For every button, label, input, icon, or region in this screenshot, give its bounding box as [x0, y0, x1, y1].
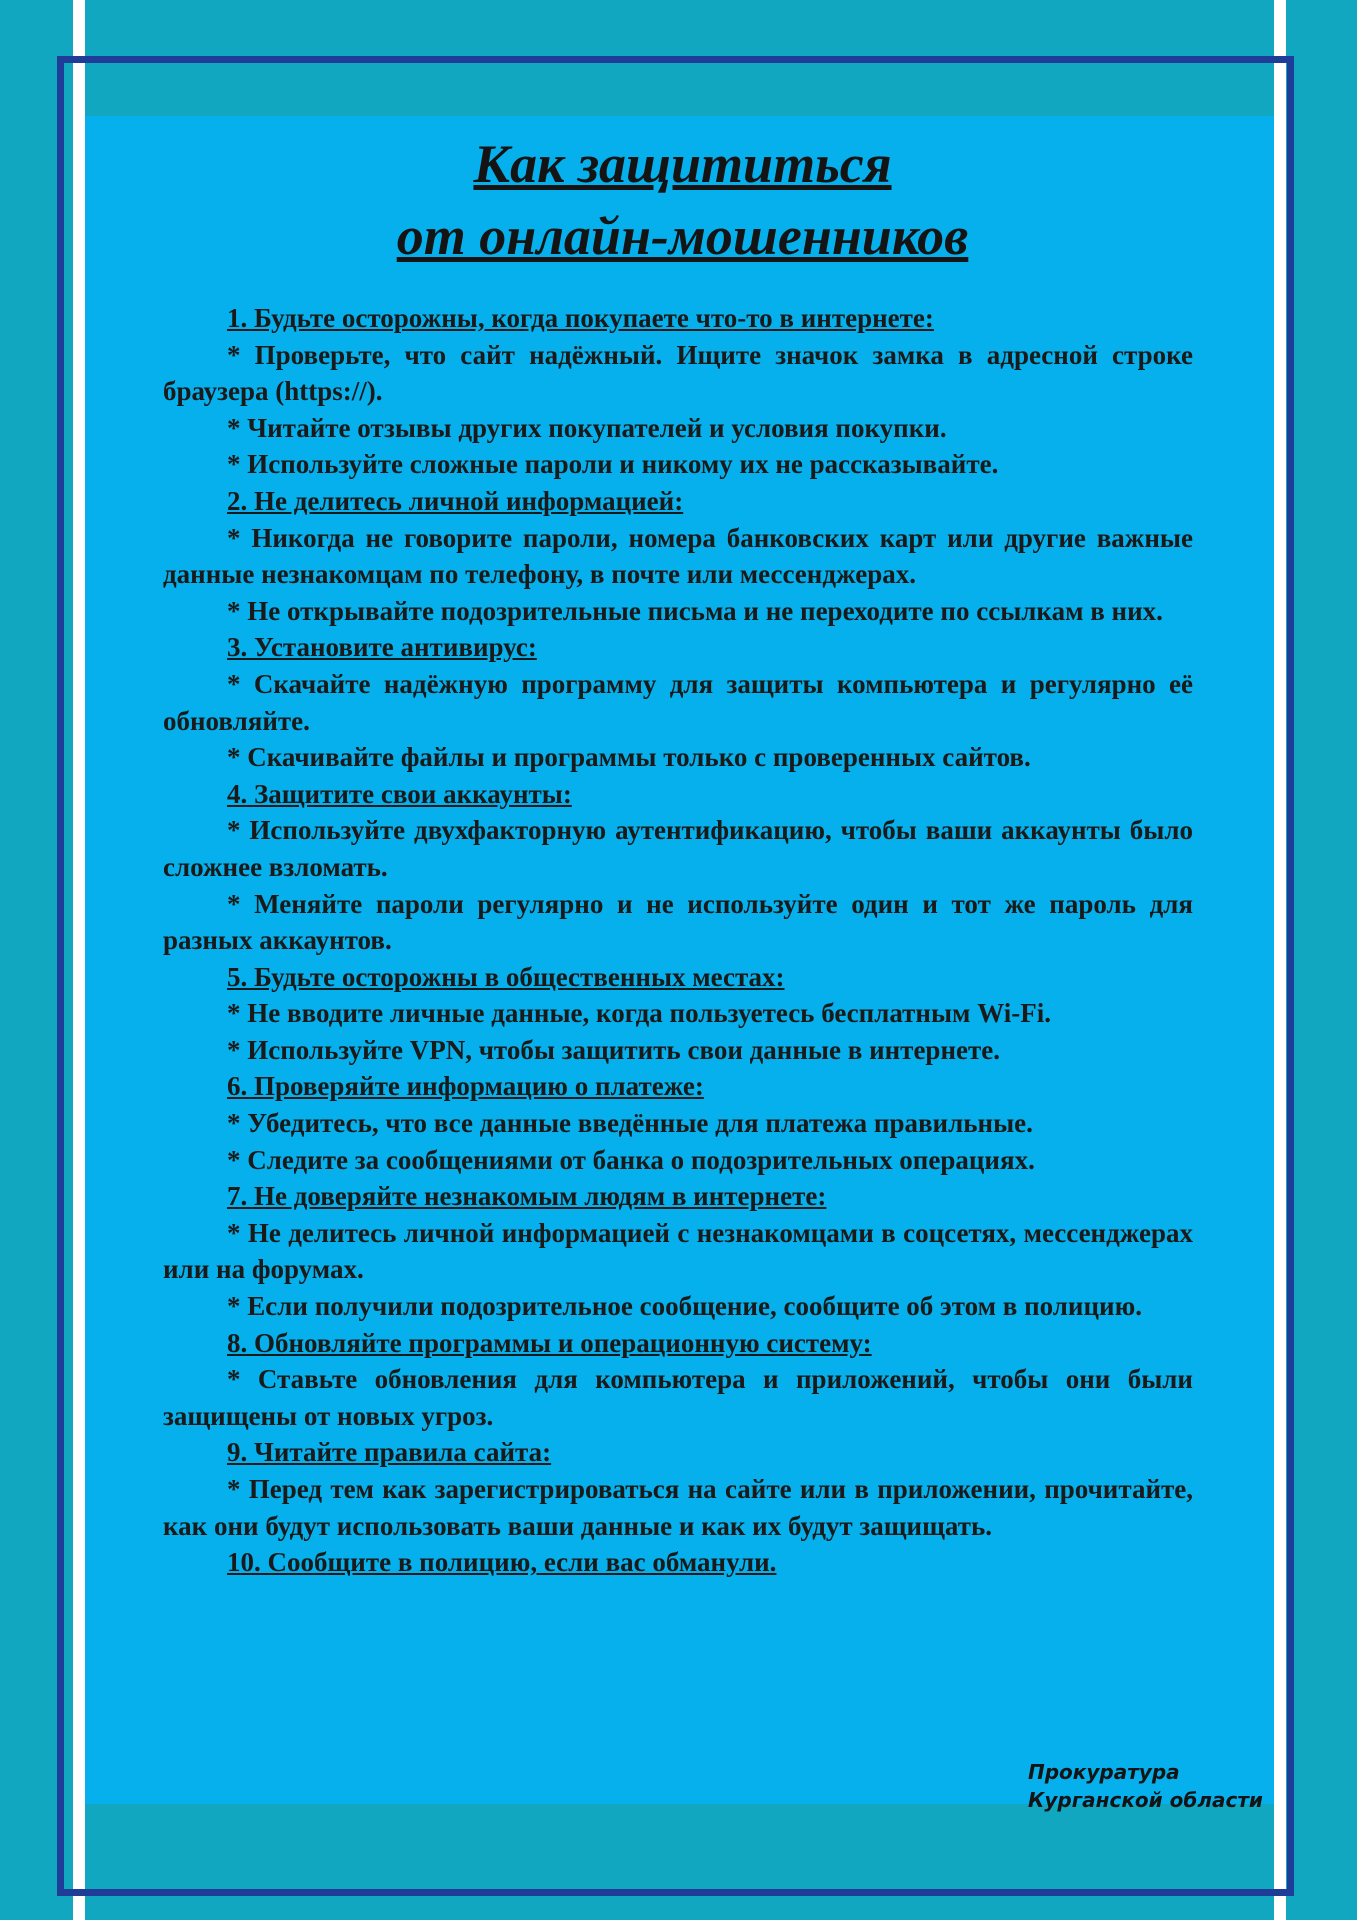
advice-item: * Используйте двухфакторную аутентификацию, чтобы ваши аккаунты было сложнее взломать. [163, 815, 1193, 882]
title-line-2: от онлайн-мошенников [396, 206, 969, 266]
right-side-band [1286, 0, 1357, 1920]
advice-section [163, 1068, 1193, 1178]
advice-section [163, 959, 1193, 1069]
advice-section [163, 483, 1193, 629]
advice-item: * Скачайте надёжную программу для защиты компьютера и регулярно её обновляйте. [163, 668, 1193, 736]
section-heading: 8. Обновляйте программы и операционную систему: [227, 1327, 872, 1358]
advice-section [163, 1434, 1193, 1544]
section-heading: 2. Не делитесь личной информацией: [227, 485, 684, 516]
footer-line-2: Курганской области [1028, 1788, 1263, 1812]
advice-item: * Не вводите личные данные, когда пользуетесь бесплатным Wi-Fi. [227, 998, 1051, 1029]
advice-item: * Не делитесь личной информацией с незнакомцами в соцсетях, мессенджерах или на форумах. [163, 1217, 1193, 1285]
advice-item: * Убедитесь, что все данные введённые для платежа правильные. [227, 1108, 1033, 1139]
advice-item: * Используйте VPN, чтобы защитить свои данные в интернете. [227, 1034, 1000, 1065]
advice-item: * Читайте отзывы других покупателей и условия покупки. [227, 412, 947, 443]
section-heading: 3. Установите антивирус: [227, 632, 537, 663]
advice-section [163, 776, 1193, 959]
footer-line-1: Прокуратура [1028, 1760, 1180, 1784]
title-line-1: Как защититься [473, 134, 892, 194]
poster-title [91, 128, 1274, 272]
advice-item: * Скачивайте файлы и программы только с проверенных сайтов. [227, 742, 1031, 773]
advice-item: * Используйте сложные пароли и никому их не рассказывайте. [227, 449, 999, 480]
section-heading: 9. Читайте правила сайта: [227, 1437, 552, 1468]
advice-item: * Никогда не говорите пароли, номера банковских карт или другие важные данные незнакомцам по телефону, в почте или мессенджерах. [163, 522, 1193, 590]
advice-item: * Меняйте пароли регулярно и не используйте один и тот же пароль для разных аккаунтов. [163, 888, 1193, 956]
advice-section [163, 1544, 1193, 1581]
advice-section [163, 300, 1193, 483]
section-heading: 1. Будьте осторожны, когда покупаете что-то в интернете: [227, 303, 934, 333]
advice-section [163, 629, 1193, 775]
advice-section [163, 1325, 1193, 1435]
advice-list [163, 300, 1193, 1581]
advice-section [163, 1178, 1193, 1324]
advice-item: * Ставьте обновления для компьютера и приложений, чтобы они были защищены от новых угроз. [163, 1364, 1193, 1431]
advice-item: * Не открывайте подозрительные письма и не переходите по ссылкам в них. [227, 595, 1163, 626]
section-heading: 6. Проверяйте информацию о платеже: [227, 1071, 704, 1102]
section-heading: 5. Будьте осторожны в общественных местах: [227, 961, 785, 992]
section-heading: 4. Защитите свои аккаунты: [227, 778, 572, 809]
advice-item: * Если получили подозрительное сообщение, сообщите об этом в полицию. [227, 1291, 1142, 1322]
advice-item: * Перед тем как зарегистрироваться на сайте или в приложении, прочитайте, как они будут использовать ваши данные и как их будут защищать. [163, 1474, 1193, 1541]
footer-signature [1028, 1758, 1263, 1814]
advice-item: * Проверьте, что сайт надёжный. Ищите значок замка в адресной строке браузера (https://). [163, 339, 1193, 407]
section-heading: 7. Не доверяйте незнакомым людям в интернете: [227, 1181, 827, 1212]
advice-item: * Следите за сообщениями от банка о подозрительных операциях. [227, 1144, 1035, 1175]
section-heading: 10. Сообщите в полицию, если вас обманули. [227, 1547, 777, 1578]
